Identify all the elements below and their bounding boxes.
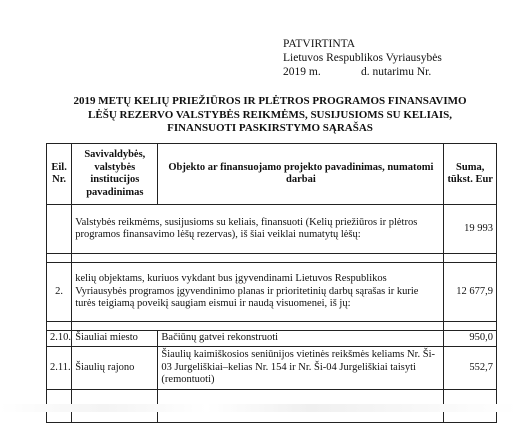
cell-institution: Šiauliai miesto — [72, 331, 158, 347]
header-sum: Suma, tūkst. Eur — [444, 144, 497, 205]
cell-nr: 2.10. — [47, 331, 72, 347]
cell-object: Bačiūnų gatvei rekonstruoti — [158, 331, 444, 347]
approval-line-1: PATVIRTINTA — [283, 38, 356, 50]
header-institution: Savivaldybės, valstybės institucijos pavadinimas — [72, 144, 158, 205]
table-header-row — [47, 144, 497, 205]
title-line-3: FINANSUOTI PASKIRSTYMO SĄRAŠAS — [167, 122, 373, 134]
cell-sum: 12 677,9 — [444, 263, 497, 322]
cell-sum: 19 993 — [444, 205, 497, 254]
table-spacer-row — [47, 254, 497, 263]
table-row — [47, 347, 497, 390]
cell-nr: 2.11. — [47, 347, 72, 390]
title-line-2: LĖŠŲ REZERVO VALSTYBĖS REIKMĖMS, SUSIJUSIOMS SU KELIAIS, — [88, 108, 452, 121]
cell-object: Šiaulių kaimiškosios seniūnijos vietinės reikšmės keliams Nr. Ši-03 Jurgeliškiai–kelias Nr. 154 ir Nr. Ši-04 Jurgeliškiai taisyti (remontuoti) — [158, 347, 444, 390]
approval-line-3: 2019 m. d. nutarimu Nr. — [283, 66, 432, 78]
table-row — [47, 331, 497, 347]
cell-nr: 2. — [47, 263, 72, 322]
table-row — [47, 205, 497, 254]
table-spacer-row — [47, 322, 497, 331]
document-title — [60, 95, 480, 136]
approval-line-2: Lietuvos Respublikos Vyriausybės — [283, 52, 442, 64]
cell-nr — [47, 205, 72, 254]
title-line-1: 2019 METŲ KELIŲ PRIEŽIŪROS IR PLĖTROS PROGRAMOS FINANSAVIMO — [73, 95, 467, 107]
distribution-table — [46, 143, 497, 423]
cell-object: kelių objektams, kuriuos vykdant bus įgyvendinami Lietuvos Respublikos Vyriausybės programos įgyvendinimo planas ir prioritetinių darbų sąrašas ir kurie turės teigiamą poveikį saugiam eismui ir naudą visuomenei, iš jų: — [72, 263, 444, 322]
cell-sum: 950,0 — [444, 331, 497, 347]
header-nr: Eil. Nr. — [47, 144, 72, 205]
header-object: Objekto ar finansuojamo projekto pavadinimas, numatomi darbai — [158, 144, 444, 205]
approval-block — [283, 37, 442, 79]
cell-sum: 552,7 — [444, 347, 497, 390]
cell-object: Valstybės reikmėms, susijusioms su keliais, finansuoti (Kelių priežiūros ir plėtros programos finansavimo lėšų rezervas), iš šiai veiklai numatytų lėšų: — [72, 205, 444, 254]
cell-institution: Šiaulių rajono — [72, 347, 158, 390]
table-row — [47, 263, 497, 322]
page-bottom-edge — [0, 404, 517, 412]
